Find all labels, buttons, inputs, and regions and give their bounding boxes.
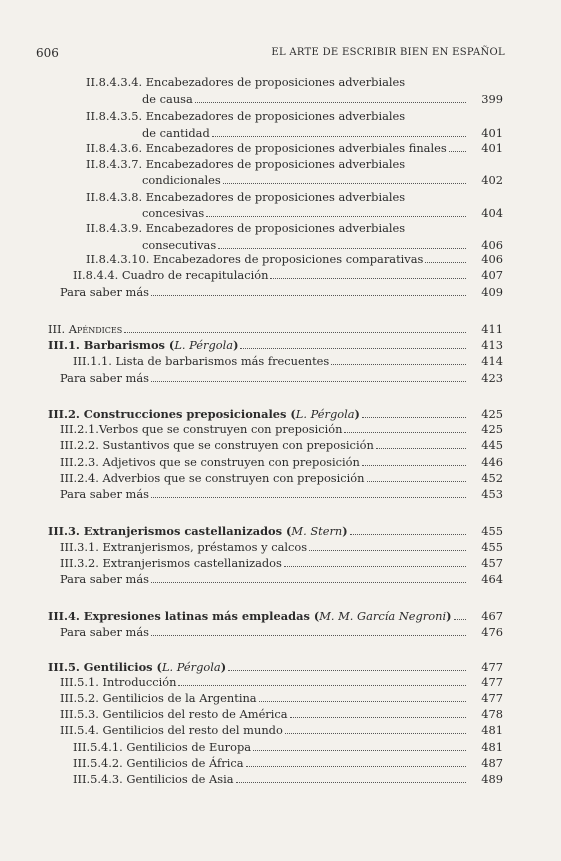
toc-entry	[142, 92, 468, 106]
author: L. Pérgola	[161, 660, 221, 674]
leader-dots	[362, 417, 466, 418]
section-title: III.3. Extranjerismos castellanizados	[48, 524, 283, 538]
leader-dots	[212, 136, 466, 137]
leader-dots	[331, 364, 466, 365]
toc-page-number: 406	[481, 252, 503, 266]
toc-entry-label: III.5.4. Gentilicios del resto del mundo	[60, 723, 283, 737]
toc-entry	[142, 206, 468, 220]
toc-entry-label: concesivas	[142, 206, 205, 220]
page-number: 606	[36, 46, 59, 60]
toc-entry-label: consecutivas	[142, 238, 217, 252]
toc-entry-label: de cantidad	[142, 126, 210, 140]
toc-page-number: 425	[481, 422, 503, 436]
toc-entry	[86, 252, 468, 266]
author: M. M. García Negroni	[319, 609, 447, 623]
author: M. Stern	[291, 524, 343, 538]
section-title: III.2. Construcciones preposicionales	[48, 407, 287, 421]
toc-section-heading	[48, 322, 468, 336]
toc-page-number: 413	[481, 338, 503, 352]
toc-entry	[142, 126, 468, 140]
toc-entry-label: Para saber más	[60, 371, 149, 385]
toc-entry	[60, 471, 468, 485]
toc-entry-label: III.5.1. Introducción	[60, 675, 177, 689]
leader-dots	[151, 582, 466, 583]
toc-page-number: 457	[481, 556, 503, 570]
toc-page-number: 411	[481, 322, 503, 336]
toc-entry-line: II.8.4.3.5. Encabezadores de proposiciones adverbiales	[86, 109, 406, 123]
toc-entry	[73, 772, 468, 786]
toc-page-number: 401	[481, 141, 503, 155]
leader-dots	[344, 432, 466, 433]
leader-dots	[151, 295, 466, 296]
section-number: III.	[48, 322, 69, 336]
author: L. Pérgola	[295, 407, 355, 421]
leader-dots	[151, 635, 466, 636]
toc-entry-label: Para saber más	[60, 285, 149, 299]
section-title: Apéndices	[68, 322, 123, 336]
toc-page-number: 477	[481, 675, 503, 689]
toc-entry-label: III.5.4.3. Gentilicios de Asia	[73, 772, 234, 786]
toc-page-number: 489	[481, 772, 503, 786]
toc-entry	[60, 556, 468, 570]
toc-page-number: 402	[481, 173, 503, 187]
leader-dots	[206, 216, 466, 217]
toc-entry-label: III.5.2. Gentilicios de la Argentina	[60, 691, 257, 705]
toc-page-number: 407	[481, 268, 503, 282]
toc-entry-label: II.8.4.3.10. Encabezadores de proposiciones comparativas	[86, 252, 424, 266]
toc-section-heading	[48, 660, 468, 674]
toc-entry	[60, 438, 468, 452]
toc-entry	[60, 285, 468, 299]
leader-dots	[246, 766, 466, 767]
toc-entry-line: II.8.4.3.4. Encabezadores de proposiciones adverbiales	[86, 75, 406, 89]
leader-dots	[367, 481, 466, 482]
toc-entry-label: III.2.3. Adjetivos que se construyen con preposición	[60, 455, 360, 469]
leader-dots	[290, 717, 466, 718]
toc-entry-label: III.2.4. Adverbios que se construyen con preposición	[60, 471, 365, 485]
toc-entry-label: III.1.1. Lista de barbarismos más frecuentes	[73, 354, 330, 368]
toc-entry	[86, 141, 468, 155]
toc-page-number: 445	[481, 438, 503, 452]
leader-dots	[259, 701, 466, 702]
leader-dots	[284, 566, 466, 567]
toc-entry-label: III.2.1.Verbos que se construyen con preposición	[60, 422, 343, 436]
toc-entry-line: II.8.4.3.7. Encabezadores de proposiciones adverbiales	[86, 157, 406, 171]
toc-entry	[60, 691, 468, 705]
toc-entry-label: III.5.4.2. Gentilicios de África	[73, 756, 244, 770]
toc-page-number: 487	[481, 756, 503, 770]
toc-entry	[73, 354, 468, 368]
toc-entry-label: III.2.2. Sustantivos que se construyen con preposición	[60, 438, 374, 452]
toc-section-heading	[48, 338, 468, 352]
toc-page-number: 404	[481, 206, 503, 220]
leader-dots	[151, 381, 466, 382]
toc-entry-label: III.5. Gentilicios (L. Pérgola)	[48, 660, 227, 674]
toc-entry	[60, 422, 468, 436]
leader-dots	[223, 183, 466, 184]
toc-page-number: 452	[481, 471, 503, 485]
toc-entry	[60, 540, 468, 554]
toc-entry	[60, 371, 468, 385]
toc-entry-label: Para saber más	[60, 572, 149, 586]
toc-entry-label: Para saber más	[60, 625, 149, 639]
toc-entry	[73, 756, 468, 770]
toc-entry	[60, 572, 468, 586]
toc-entry-label: condicionales	[142, 173, 221, 187]
toc-page-number: 399	[481, 92, 503, 106]
leader-dots	[350, 534, 466, 535]
leader-dots	[376, 448, 466, 449]
leader-dots	[218, 248, 466, 249]
toc-page-number: 477	[481, 660, 503, 674]
toc-entry-label: II.8.4.3.6. Encabezadores de proposiciones adverbiales finales	[86, 141, 447, 155]
leader-dots	[195, 102, 466, 103]
toc-page-number: 481	[481, 723, 503, 737]
author: L. Pérgola	[174, 338, 234, 352]
toc-entry-label: III.1. Barbarismos (L. Pérgola)	[48, 338, 239, 352]
toc-page-number: 453	[481, 487, 503, 501]
toc-entry-label: III.3.1. Extranjerismos, préstamos y calcos	[60, 540, 308, 554]
leader-dots	[270, 278, 466, 279]
toc-page-number: 406	[481, 238, 503, 252]
leader-dots	[285, 733, 466, 734]
toc-entry-label: de causa	[142, 92, 193, 106]
toc-entry	[73, 268, 468, 282]
toc-entry	[60, 487, 468, 501]
toc-entry-label: Para saber más	[60, 487, 149, 501]
leader-dots	[228, 670, 466, 671]
leader-dots	[151, 497, 466, 498]
toc-page-number: 414	[481, 354, 503, 368]
leader-dots	[309, 550, 466, 551]
toc-entry-label	[48, 322, 122, 336]
toc-entry-line: II.8.4.3.8. Encabezadores de proposiciones adverbiales	[86, 190, 406, 204]
toc-entry	[60, 625, 468, 639]
toc-entry-line: II.8.4.3.9. Encabezadores de proposiciones adverbiales	[86, 221, 406, 235]
toc-entry-label: II.8.4.4. Cuadro de recapitulación	[73, 268, 269, 282]
toc-page-number: 476	[481, 625, 503, 639]
leader-dots	[178, 685, 466, 686]
toc-entry	[73, 740, 468, 754]
toc-entry-label: III.5.4.1. Gentilicios de Europa	[73, 740, 252, 754]
running-header: EL ARTE DE ESCRIBIR BIEN EN ESPAÑOL	[271, 47, 505, 58]
toc-page-number: 409	[481, 285, 503, 299]
section-title: III.1. Barbarismos	[48, 338, 165, 352]
toc-entry-label: III.2. Construcciones preposicionales (L. Pérgola)	[48, 407, 360, 421]
toc-entry	[60, 675, 468, 689]
toc-entry-label: III.3.2. Extranjerismos castellanizados	[60, 556, 282, 570]
toc-page-number: 446	[481, 455, 503, 469]
section-title: III.4. Expresiones latinas más empleadas	[48, 609, 310, 623]
toc-page-number: 401	[481, 126, 503, 140]
toc-section-heading	[48, 524, 468, 538]
toc-entry	[60, 707, 468, 721]
toc-entry-label: III.4. Expresiones latinas más empleadas (M. M. García Negroni)	[48, 609, 452, 623]
toc-page-number: 455	[481, 540, 503, 554]
toc-page-number: 477	[481, 691, 503, 705]
leader-dots	[425, 262, 466, 263]
leader-dots	[253, 750, 466, 751]
toc-entry	[142, 238, 468, 252]
section-title: III.5. Gentilicios	[48, 660, 153, 674]
leader-dots	[236, 782, 466, 783]
toc-entry	[142, 173, 468, 187]
toc-page-number: 425	[481, 407, 503, 421]
leader-dots	[124, 332, 466, 333]
toc-entry-label: III.3. Extranjerismos castellanizados (M. Stern)	[48, 524, 348, 538]
toc-page-number: 423	[481, 371, 503, 385]
toc-entry-label: III.5.3. Gentilicios del resto de América	[60, 707, 288, 721]
toc-page-number: 478	[481, 707, 503, 721]
leader-dots	[240, 348, 466, 349]
toc-page-number: 464	[481, 572, 503, 586]
toc-entry	[60, 455, 468, 469]
toc-entry	[60, 723, 468, 737]
toc-section-heading	[48, 407, 468, 421]
leader-dots	[362, 465, 466, 466]
toc-page-number: 467	[481, 609, 503, 623]
toc-page-number: 455	[481, 524, 503, 538]
toc-page-number: 481	[481, 740, 503, 754]
toc-section-heading	[48, 609, 468, 623]
